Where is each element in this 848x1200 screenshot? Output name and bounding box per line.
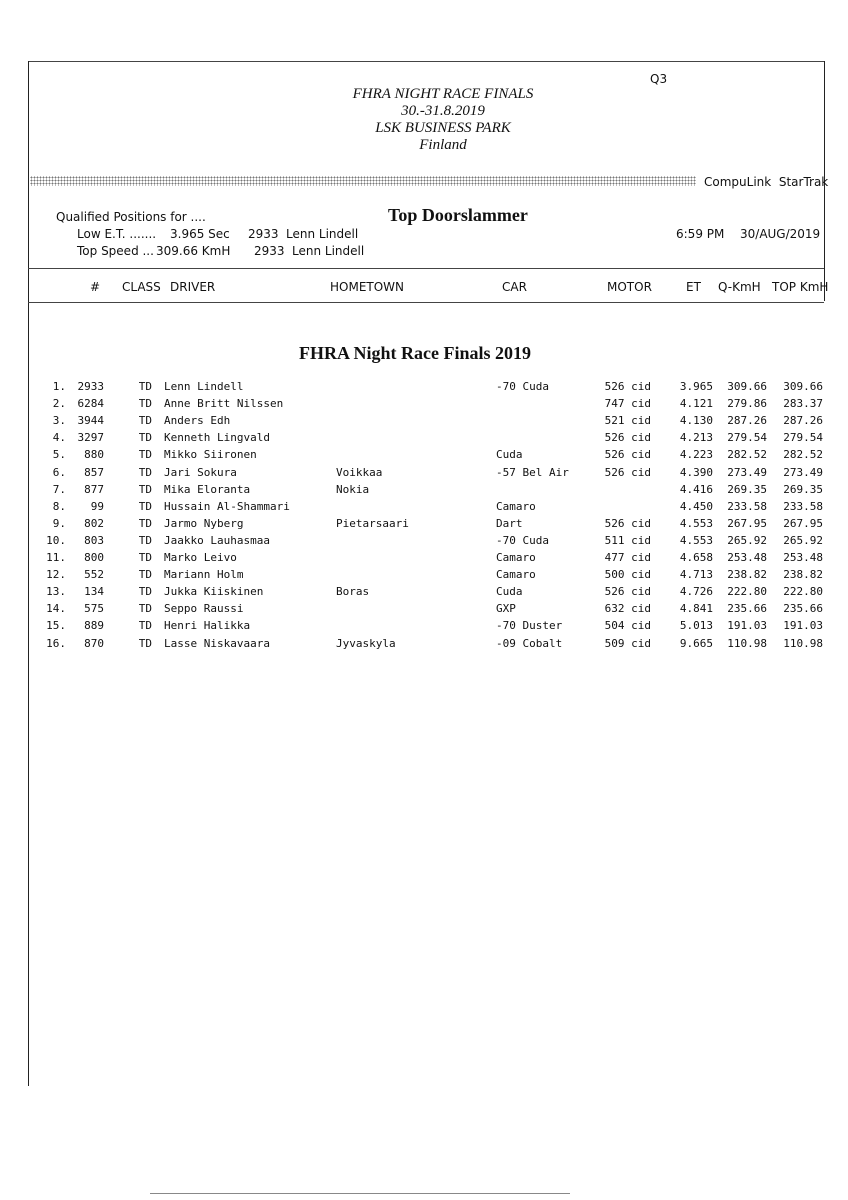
table-row [0, 551, 848, 568]
table-row [0, 466, 848, 483]
q-kmh-cell: 273.49 [727, 465, 767, 479]
et-cell: 4.416 [679, 482, 713, 496]
top-kmh-cell: 233.58 [783, 499, 823, 513]
class-cell: TD [138, 602, 152, 616]
class-cell: TD [138, 448, 152, 462]
car-number-cell: 6284 [77, 397, 104, 411]
position-cell: 3. [52, 414, 66, 428]
title-line-dates: 30.-31.8.2019 [401, 103, 485, 119]
car-cell: -70 Cuda [496, 380, 549, 393]
class-cell: TD [138, 568, 152, 582]
table-row [0, 568, 848, 585]
q-kmh-cell: 265.92 [727, 533, 767, 547]
car-number-cell: 870 [84, 636, 104, 650]
top-kmh-cell: 238.82 [783, 568, 823, 582]
position-cell: 11. [46, 551, 66, 564]
header-title-block [270, 86, 616, 154]
et-cell: 4.726 [679, 585, 713, 599]
software-label: CompuLink StarTrak [704, 175, 829, 189]
col-header-number: # [90, 280, 101, 294]
col-header-driver: DRIVER [170, 280, 216, 294]
hometown-cell: Jyvaskyla [336, 636, 396, 650]
q-kmh-cell: 309.66 [727, 380, 767, 393]
car-number-cell: 803 [84, 533, 104, 547]
class-cell: TD [138, 516, 152, 530]
top-kmh-cell: 222.80 [783, 585, 823, 599]
et-cell: 4.450 [679, 499, 713, 513]
et-cell: 4.553 [679, 516, 713, 530]
motor-cell: 632 cid [604, 602, 651, 616]
car-number-cell: 134 [84, 585, 104, 599]
position-cell: 15. [46, 619, 66, 633]
et-cell: 4.713 [679, 568, 713, 582]
position-cell: 10. [46, 533, 66, 547]
col-header-hometown: HOMETOWN [330, 280, 405, 294]
q-kmh-cell: 238.82 [727, 568, 767, 582]
car-number-cell: 802 [84, 516, 104, 530]
driver-cell: Mariann Holm [164, 568, 244, 582]
car-number-cell: 3297 [77, 431, 104, 445]
et-cell: 5.013 [679, 619, 713, 633]
hometown-cell: Boras [336, 585, 370, 599]
et-cell: 4.130 [679, 414, 713, 428]
title-line-event: FHRA NIGHT RACE FINALS [352, 86, 534, 102]
low-et-driver: Lenn Lindell [286, 227, 359, 241]
class-cell: TD [138, 533, 152, 547]
class-cell: TD [138, 482, 152, 496]
car-number-cell: 2933 [77, 380, 104, 393]
car-cell: Cuda [496, 585, 523, 599]
report-time: 6:59 PM [676, 227, 725, 241]
col-header-top-kmh: TOP KmH [772, 280, 829, 294]
event-title: FHRA Night Race Finals 2019 [299, 343, 531, 363]
q-kmh-cell: 222.80 [727, 585, 767, 599]
top-kmh-cell: 110.98 [783, 636, 823, 650]
q-kmh-cell: 233.58 [727, 499, 767, 513]
table-row [0, 414, 848, 431]
et-cell: 4.121 [679, 397, 713, 411]
position-cell: 13. [46, 585, 66, 599]
low-et-value: 3.965 Sec [170, 227, 230, 241]
hometown-cell: Voikkaa [336, 465, 383, 479]
title-line-venue: LSK BUSINESS PARK [375, 120, 511, 136]
et-cell: 9.665 [679, 636, 713, 650]
table-row [0, 585, 848, 602]
driver-cell: Lenn Lindell [164, 380, 244, 393]
table-row [0, 637, 848, 654]
driver-cell: Kenneth Lingvald [164, 431, 270, 445]
table-row [0, 483, 848, 500]
motor-cell: 500 cid [604, 568, 651, 582]
col-header-motor: MOTOR [607, 280, 652, 294]
driver-cell: Jari Sokura [164, 465, 237, 479]
table-row [0, 517, 848, 534]
car-number-cell: 552 [84, 568, 104, 582]
top-kmh-cell: 253.48 [783, 551, 823, 564]
top-kmh-cell: 191.03 [783, 619, 823, 633]
q-kmh-cell: 191.03 [727, 619, 767, 633]
q-kmh-cell: 267.95 [727, 516, 767, 530]
top-kmh-cell: 269.35 [783, 482, 823, 496]
low-et-number: 2933 [248, 227, 279, 241]
table-row [0, 397, 848, 414]
motor-cell: 747 cid [604, 397, 651, 411]
low-et-label: Low E.T. ....... [77, 227, 157, 241]
driver-cell: Lasse Niskavaara [164, 636, 270, 650]
car-number-cell: 3944 [77, 414, 104, 428]
car-cell: Camaro [496, 551, 536, 564]
q-kmh-cell: 235.66 [727, 602, 767, 616]
top-kmh-cell: 309.66 [783, 380, 823, 393]
car-number-cell: 877 [84, 482, 104, 496]
class-cell: TD [138, 636, 152, 650]
class-cell: TD [138, 499, 152, 513]
table-row [0, 602, 848, 619]
qualified-label: Qualified Positions for .... [56, 210, 206, 224]
class-cell: TD [138, 551, 152, 564]
position-cell: 12. [46, 568, 66, 582]
top-kmh-cell: 235.66 [783, 602, 823, 616]
position-cell: 1. [52, 380, 66, 393]
driver-cell: Mikko Siironen [164, 448, 257, 462]
q-kmh-cell: 282.52 [727, 448, 767, 462]
class-cell: TD [138, 619, 152, 633]
q-kmh-cell: 279.86 [727, 397, 767, 411]
class-cell: TD [138, 414, 152, 428]
motor-cell: 504 cid [604, 619, 651, 633]
car-number-cell: 800 [84, 551, 104, 564]
top-kmh-cell: 273.49 [783, 465, 823, 479]
driver-cell: Jaakko Lauhasmaa [164, 533, 270, 547]
driver-cell: Jukka Kiiskinen [164, 585, 264, 599]
driver-cell: Mika Eloranta [164, 482, 251, 496]
car-number-cell: 99 [90, 499, 104, 513]
col-header-et: ET [686, 280, 701, 294]
driver-cell: Hussain Al-Shammari [164, 499, 290, 513]
class-cell: TD [138, 380, 152, 393]
top-speed-label: Top Speed ... [77, 244, 154, 258]
driver-cell: Marko Leivo [164, 551, 237, 564]
motor-cell: 511 cid [604, 533, 651, 547]
et-cell: 4.658 [679, 551, 713, 564]
motor-cell: 477 cid [604, 551, 651, 564]
car-cell: Dart [496, 516, 523, 530]
col-header-q-kmh: Q-KmH [718, 280, 761, 294]
position-cell: 9. [52, 516, 66, 530]
motor-cell: 526 cid [604, 516, 651, 530]
position-cell: 14. [46, 602, 66, 616]
hometown-cell: Pietarsaari [336, 516, 409, 530]
position-cell: 7. [52, 482, 66, 496]
et-cell: 3.965 [679, 380, 713, 393]
q-kmh-cell: 287.26 [727, 414, 767, 428]
col-header-car: CAR [502, 280, 527, 294]
driver-cell: Jarmo Nyberg [164, 516, 244, 530]
car-cell: -70 Duster [496, 619, 563, 633]
top-kmh-cell: 267.95 [783, 516, 823, 530]
car-cell: -57 Bel Air [496, 465, 569, 479]
bottom-rule [150, 1193, 570, 1194]
column-divider [28, 302, 824, 303]
table-row [0, 534, 848, 551]
page-code: Q3 [650, 72, 668, 86]
dotted-band [30, 176, 696, 186]
top-kmh-cell: 265.92 [783, 533, 823, 547]
et-cell: 4.213 [679, 431, 713, 445]
motor-cell: 526 cid [604, 465, 651, 479]
motor-cell: 521 cid [604, 414, 651, 428]
car-cell: Camaro [496, 568, 536, 582]
table-row [0, 448, 848, 465]
position-cell: 5. [52, 448, 66, 462]
car-cell: -70 Cuda [496, 533, 549, 547]
driver-cell: Seppo Raussi [164, 602, 244, 616]
title-line-country: Finland [419, 137, 467, 153]
class-title: Top Doorslammer [388, 205, 528, 225]
et-cell: 4.223 [679, 448, 713, 462]
driver-cell: Anders Edh [164, 414, 231, 428]
car-cell: Cuda [496, 448, 523, 462]
q-kmh-cell: 253.48 [727, 551, 767, 564]
position-cell: 2. [52, 397, 66, 411]
top-kmh-cell: 279.54 [783, 431, 823, 445]
car-cell: -09 Cobalt [496, 636, 563, 650]
car-cell: GXP [496, 602, 516, 616]
motor-cell: 526 cid [604, 448, 651, 462]
top-rule [28, 61, 824, 62]
position-cell: 16. [46, 636, 66, 650]
q-kmh-cell: 110.98 [727, 636, 767, 650]
top-speed-value: 309.66 KmH [156, 244, 231, 258]
table-row [0, 380, 848, 397]
driver-cell: Anne Britt Nilssen [164, 397, 284, 411]
position-cell: 6. [52, 465, 66, 479]
motor-cell: 526 cid [604, 380, 651, 393]
position-cell: 8. [52, 499, 66, 513]
top-speed-number: 2933 [254, 244, 285, 258]
position-cell: 4. [52, 431, 66, 445]
et-cell: 4.390 [679, 465, 713, 479]
class-cell: TD [138, 397, 152, 411]
table-row [0, 431, 848, 448]
top-kmh-cell: 283.37 [783, 397, 823, 411]
et-cell: 4.841 [679, 602, 713, 616]
class-cell: TD [138, 431, 152, 445]
car-number-cell: 880 [84, 448, 104, 462]
top-kmh-cell: 282.52 [783, 448, 823, 462]
report-date: 30/AUG/2019 [740, 227, 821, 241]
summary-divider [28, 268, 824, 269]
class-cell: TD [138, 465, 152, 479]
q-kmh-cell: 279.54 [727, 431, 767, 445]
class-cell: TD [138, 585, 152, 599]
q-kmh-cell: 269.35 [727, 482, 767, 496]
motor-cell: 509 cid [604, 636, 651, 650]
motor-cell: 526 cid [604, 585, 651, 599]
car-number-cell: 857 [84, 465, 104, 479]
hometown-cell: Nokia [336, 482, 370, 496]
top-speed-driver: Lenn Lindell [292, 244, 365, 258]
driver-cell: Henri Halikka [164, 619, 251, 633]
et-cell: 4.553 [679, 533, 713, 547]
car-number-cell: 575 [84, 602, 104, 616]
col-header-class: CLASS [122, 280, 161, 294]
motor-cell: 526 cid [604, 431, 651, 445]
top-kmh-cell: 287.26 [783, 414, 823, 428]
car-cell: Camaro [496, 499, 536, 513]
car-number-cell: 889 [84, 619, 104, 633]
table-row [0, 500, 848, 517]
table-row [0, 619, 848, 636]
